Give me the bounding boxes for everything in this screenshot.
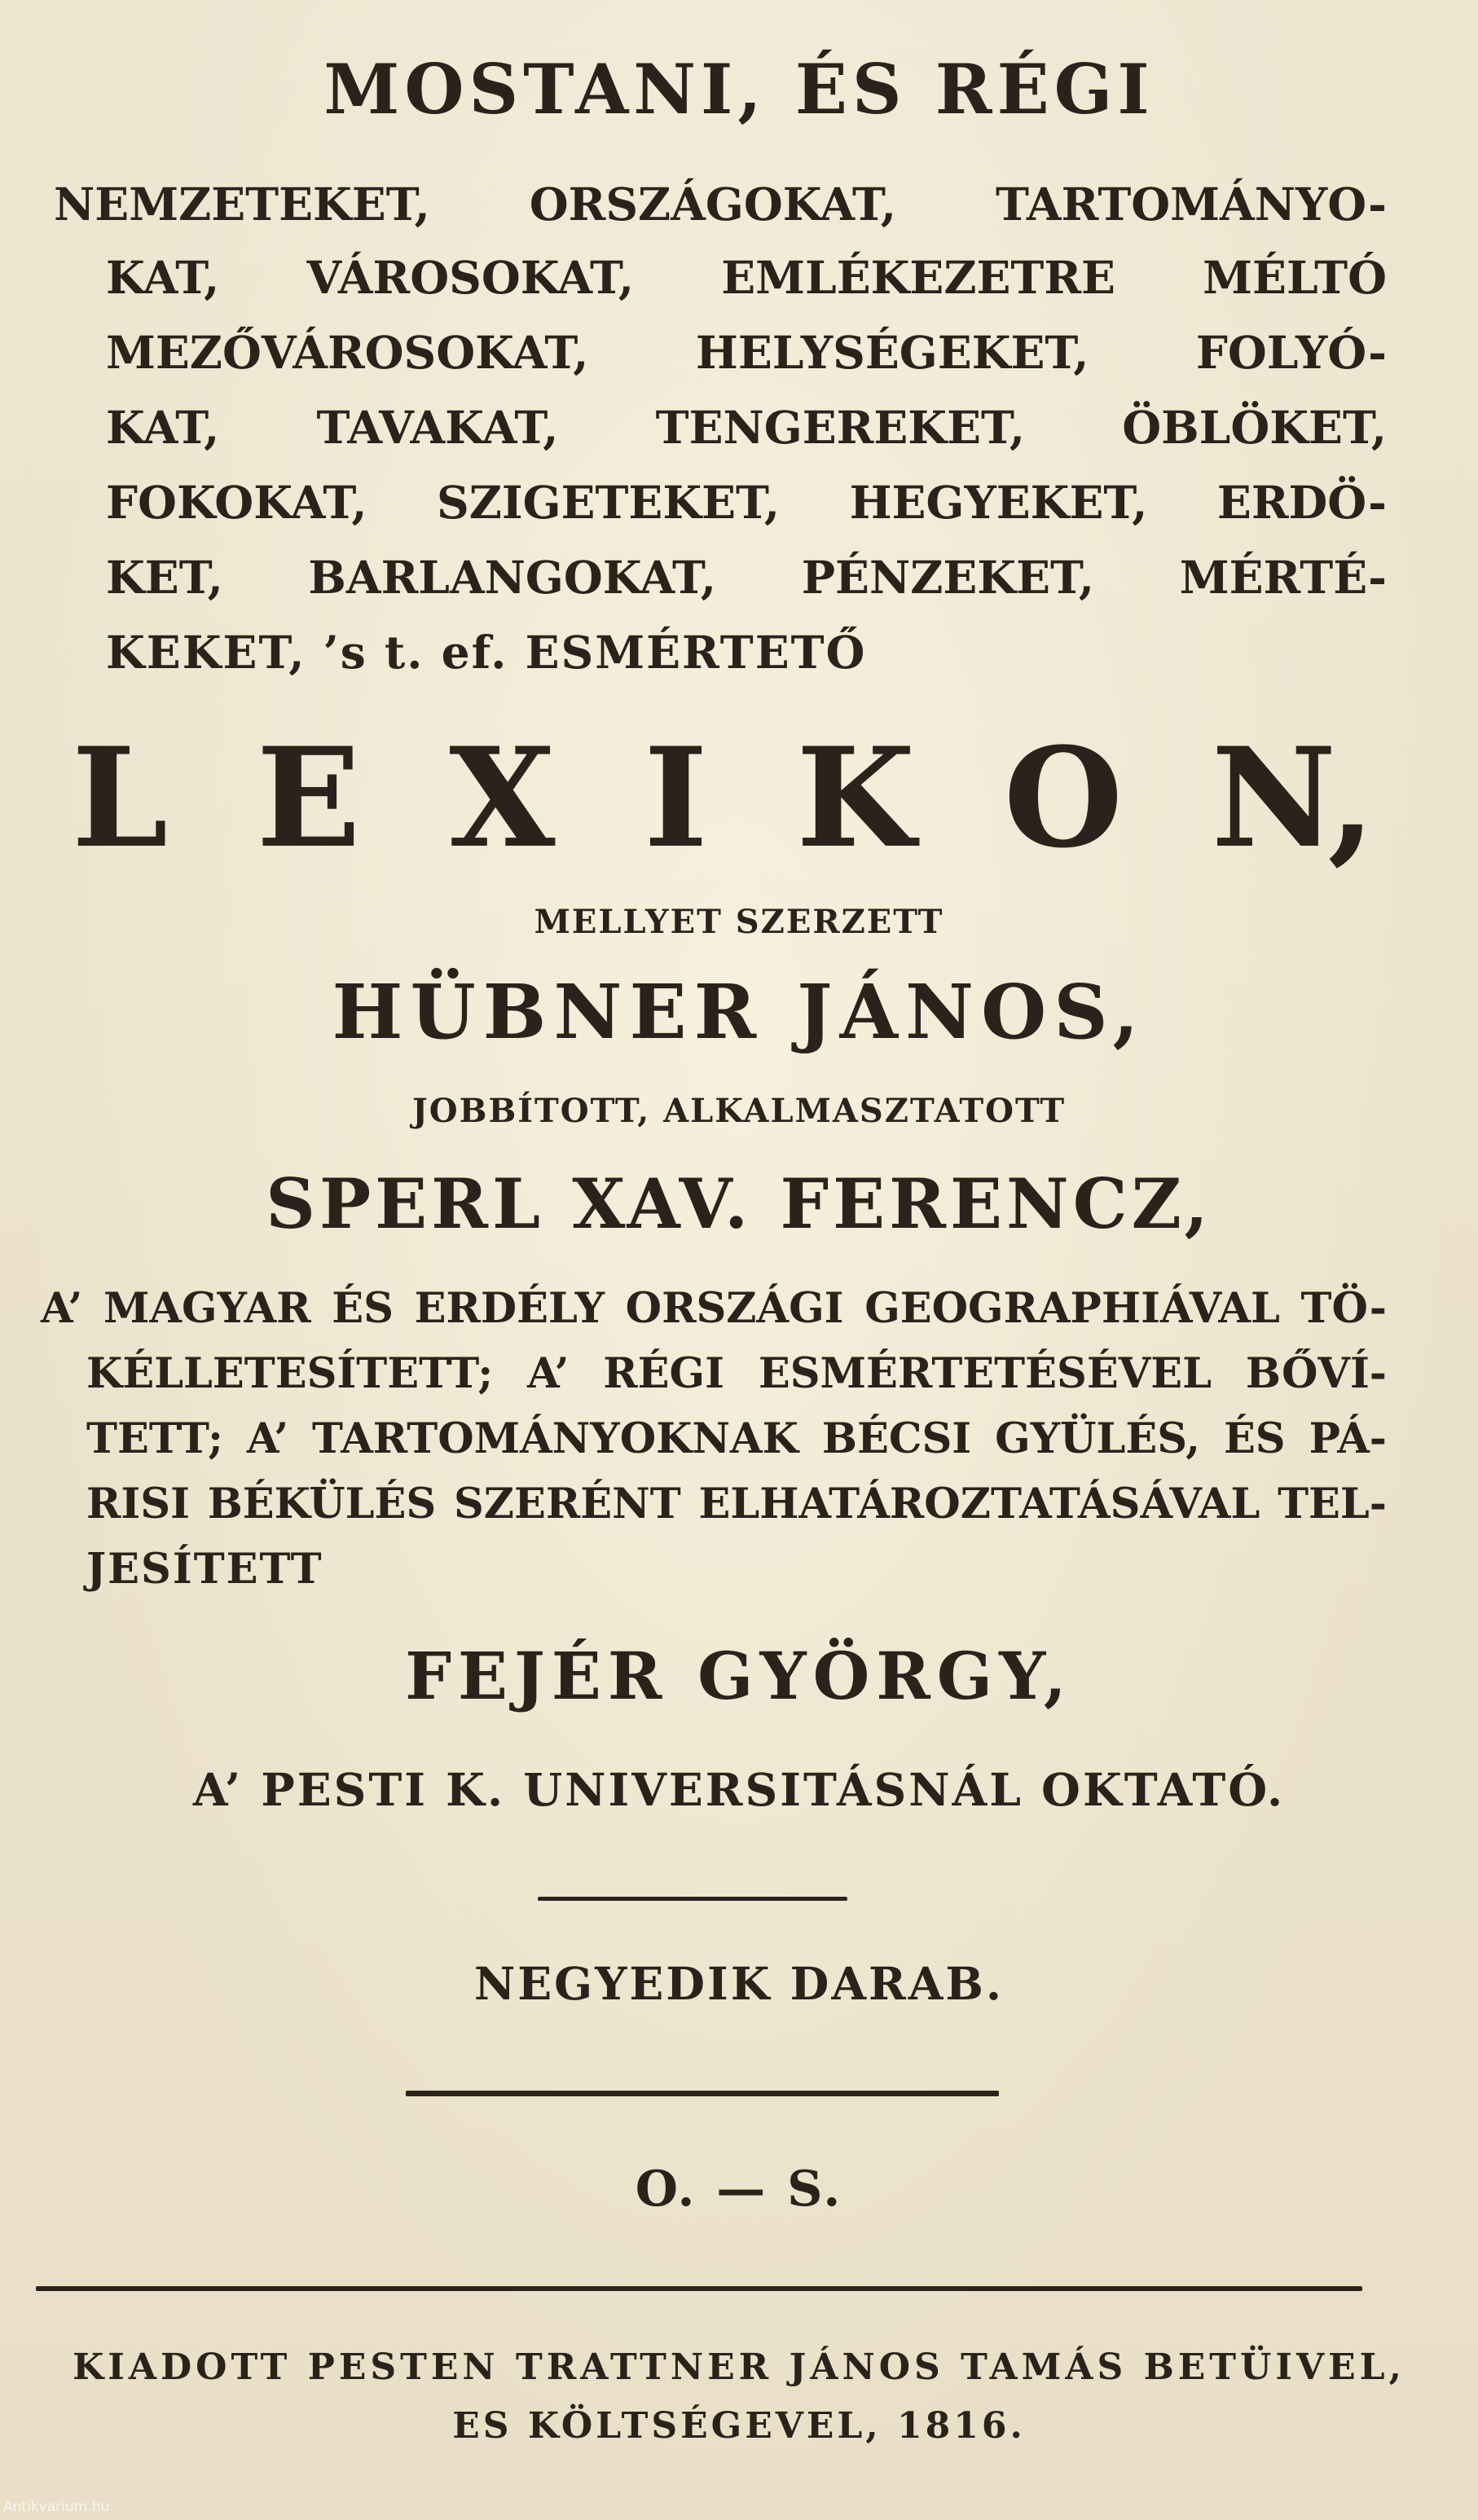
subtitle-word: KAT, <box>106 251 220 304</box>
description-word: ÉS <box>1223 1414 1286 1463</box>
subtitle-word: SZIGETEKET, <box>436 476 781 529</box>
subtitle-word: NEMZETEKET, <box>54 178 430 231</box>
subtitle-word: ORSZÁGOKAT, <box>529 178 897 231</box>
subtitle-word: ERDÖ- <box>1216 476 1387 529</box>
subtitle-line-6 <box>106 551 1387 604</box>
divider-rule <box>406 2091 999 2096</box>
ornament-rule <box>538 1897 847 1901</box>
watermark: Antikvarium.hu <box>3 2499 110 2515</box>
description-word: TARTOMÁNYOKNAK <box>312 1414 798 1463</box>
subtitle-word: MÉRTÉ- <box>1179 551 1387 604</box>
main-title-letter: O <box>1003 717 1124 878</box>
main-title-letter: K <box>796 717 916 878</box>
main-title-letter: I <box>644 717 708 878</box>
description-word: BŐVÍ- <box>1245 1349 1387 1398</box>
subtitle-word: TENGEREKET, <box>655 401 1026 454</box>
subtitle-word: FOKOKAT, <box>106 476 367 529</box>
description-line-1 <box>41 1284 1387 1333</box>
description-last-line: JESÍTETT <box>86 1545 323 1594</box>
translator-title: A’ PESTI K. UNIVERSITÁSNÁL OKTATÓ. <box>192 1763 1286 1816</box>
description-word: ORSZÁGI <box>625 1284 844 1333</box>
subtitle-last-line: KEKET, ’s t. ef. ESMÉRTETŐ <box>106 626 867 679</box>
description-word: ERDÉLY <box>414 1284 605 1333</box>
translator-name: FEJÉR GYÖRGY, <box>405 1638 1073 1714</box>
subtitle-word: PÉNZEKET, <box>801 551 1095 604</box>
description-word: ELHATÁROZTATÁSÁVAL <box>698 1480 1260 1528</box>
description-word: A’ <box>246 1414 289 1463</box>
main-title-letter: N, <box>1211 717 1375 878</box>
title-line: MOSTANI, ÉS RÉGI <box>323 49 1155 130</box>
description-word: BÉCSI <box>821 1414 972 1463</box>
description-word: TETT; <box>86 1414 223 1463</box>
subtitle-word: MEZŐVÁROSOKAT, <box>106 326 589 379</box>
volume-range: O. — S. <box>635 2161 843 2218</box>
description-word: RISI <box>86 1480 190 1528</box>
description-line-2 <box>86 1349 1387 1398</box>
subtitle-line-2 <box>106 251 1387 304</box>
main-title <box>72 717 1375 878</box>
description-word: SZERÉNT <box>453 1480 681 1528</box>
subtitle-word: ÖBLÖKET, <box>1122 401 1387 454</box>
main-title-letter: E <box>256 717 361 878</box>
subtitle-word: MÉLTÓ <box>1203 251 1387 304</box>
subtitle-word: VÁROSOKAT, <box>306 251 635 304</box>
main-title-letter: X <box>449 717 556 878</box>
subtitle-line-1 <box>54 178 1387 231</box>
description-word: ESMÉRTETÉSÉVEL <box>758 1349 1212 1398</box>
subtitle-word: BARLANGOKAT, <box>308 551 717 604</box>
imprint-line-1: KIADOTT PESTEN TRATTNER JÁNOS TAMÁS BETÜIVEL, <box>73 2346 1405 2388</box>
description-line-3 <box>86 1414 1387 1463</box>
subtitle-line-4 <box>106 401 1387 454</box>
description-word: TÖ- <box>1300 1284 1387 1333</box>
main-title-letter: L <box>72 717 169 878</box>
subtitle-word: EMLÉKEZETRE <box>721 251 1115 304</box>
editor-name: SPERL XAV. FERENCZ, <box>266 1163 1212 1244</box>
description-word: A’ <box>41 1284 83 1333</box>
description-word: MAGYAR <box>103 1284 311 1333</box>
description-word: PÁ- <box>1309 1414 1387 1463</box>
subtitle-line-3 <box>106 326 1387 379</box>
description-line-4 <box>86 1480 1387 1528</box>
subtitle-word: TAVAKAT, <box>316 401 559 454</box>
subtitle-word: HELYSÉGEKET, <box>695 326 1089 379</box>
subtitle-word: KAT, <box>106 401 220 454</box>
subtitle-word: FOLYÓ- <box>1195 326 1387 379</box>
author-name: HÜBNER JÁNOS, <box>332 968 1146 1056</box>
editor-intro: JOBBÍTOTT, ALKALMASZTATOTT <box>411 1092 1067 1130</box>
description-word: ÉS <box>332 1284 394 1333</box>
description-word: A’ <box>527 1349 570 1398</box>
description-word: TEL- <box>1278 1480 1387 1528</box>
description-word: BÉKÜLÉS <box>207 1480 437 1528</box>
subtitle-word: TARTOMÁNYO- <box>995 178 1387 231</box>
description-word: GEOGRAPHIÁVAL <box>864 1284 1280 1333</box>
author-intro: MELLYET SZERZETT <box>534 903 944 941</box>
imprint-rule <box>36 2286 1362 2291</box>
subtitle-line-5 <box>106 476 1387 529</box>
imprint-line-2: ES KÖLTSÉGEVEL, 1816. <box>452 2405 1026 2447</box>
description-word: KÉLLETESÍTETT; <box>86 1349 494 1398</box>
volume-label: NEGYEDIK DARAB. <box>473 1957 1005 2010</box>
description-word: GYÜLÉS, <box>995 1414 1201 1463</box>
subtitle-word: KET, <box>106 551 223 604</box>
subtitle-word: HEGYEKET, <box>849 476 1148 529</box>
description-word: RÉGI <box>603 1349 724 1398</box>
